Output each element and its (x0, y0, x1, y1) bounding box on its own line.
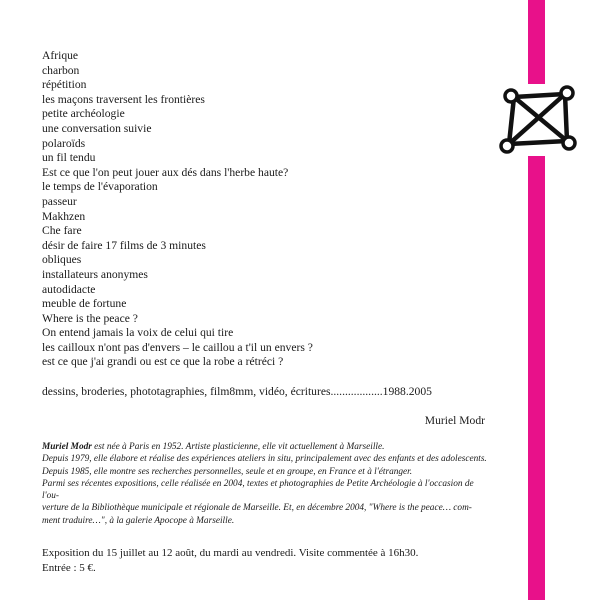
entry-price: Entrée : 5 €. (42, 561, 96, 574)
exhibition-info (42, 546, 418, 575)
list-item: Che fare (42, 224, 82, 238)
list-item: le temps de l'évaporation (42, 180, 158, 194)
list-item: Est ce que l'on peut jouer aux dés dans l'herbe haute? (42, 165, 289, 179)
logo-icon (497, 84, 577, 156)
bio-line-text: est née à Paris en 1952. Artiste plasticienne, elle vit actuellement à Marseille. (91, 442, 385, 452)
list-item: autodidacte (42, 282, 96, 296)
bio-line: Depuis 1985, elle montre ses recherches personnelles, seule et en groupe, en France et à l'étranger. (42, 466, 413, 477)
list-item: Makhzen (42, 209, 86, 223)
list-item: installateurs anonymes (42, 267, 148, 281)
bio-line (42, 441, 492, 453)
bio-line: Parmi ses récentes expositions, celle réalisée en 2004, textes et photographies de Petite Archéologie à l'occasion de l'ou- (42, 478, 474, 502)
list-item: polaroïds (42, 136, 86, 150)
list-item: obliques (42, 253, 82, 267)
list-item: meuble de fortune (42, 297, 127, 311)
bio-line: Depuis 1979, elle élabore et réalise des expériences ateliers in situ, principalement avec des enfants et des adolescents. (42, 454, 487, 465)
list-item: Afrique (42, 49, 79, 62)
bio-line: verture de la Bibliothèque municipale et régionale de Marseille. Et, en décembre 2004, "Where is the peace… com- (42, 503, 472, 514)
exhibition-dates: Exposition du 15 juillet au 12 août, du mardi au vendredi. Visite commentée à 16h30. (42, 547, 419, 559)
square-with-crossed-diagonals-icon (497, 84, 577, 156)
works-title-list (42, 49, 313, 370)
list-item: répétition (42, 78, 87, 92)
list-item: un fil tendu (42, 151, 96, 165)
bio-artist-name: Muriel Modr (42, 442, 92, 452)
list-item: charbon (42, 63, 80, 77)
artist-biography (42, 441, 492, 527)
list-item: les cailloux n'ont pas d'envers – le caillou a t'il un envers ? (42, 340, 313, 354)
list-item: passeur (42, 194, 77, 208)
author-signature: Muriel Modr (424, 414, 485, 427)
list-item: est ce que j'ai grandi ou est ce que la robe a rétréci ? (42, 355, 284, 369)
list-item: Where is the peace ? (42, 311, 138, 325)
list-item: On entend jamais la voix de celui qui tire (42, 326, 234, 340)
list-item: désir de faire 17 films de 3 minutes (42, 238, 206, 252)
list-item: les maçons traversent les frontières (42, 92, 205, 106)
list-item: petite archéologie (42, 107, 125, 121)
list-item: une conversation suivie (42, 121, 152, 135)
media-and-dates-line: dessins, broderies, phototagraphies, film8mm, vidéo, écritures..................1988.2005 (42, 385, 432, 398)
bio-line: ment traduire…", à la galerie Apocope à Marseille. (42, 515, 235, 526)
